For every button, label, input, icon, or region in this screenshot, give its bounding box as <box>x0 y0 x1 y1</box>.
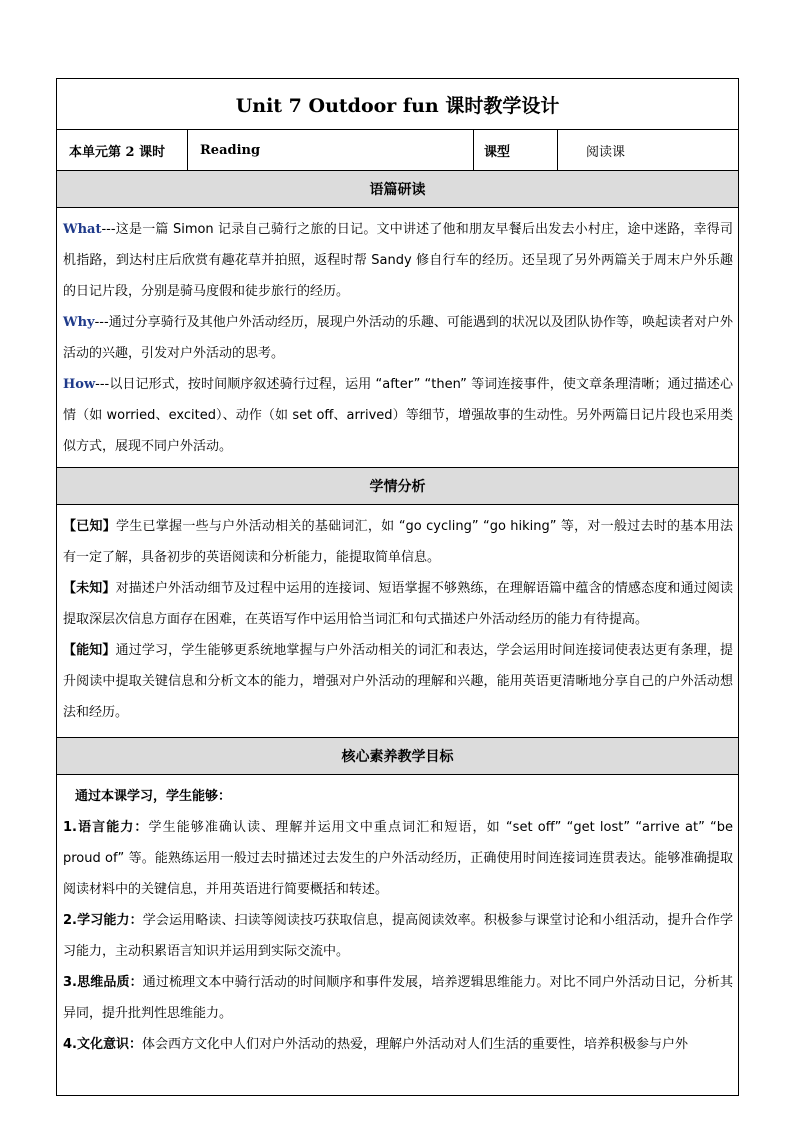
able-text: 通过学习，学生能够更系统地掌握与户外活动相关的词汇和表达，学会运用时间连接词使表达更有条理，提升阅读中提取关键信息和分析文本的能力，增强对户外活动的理解和兴趣，能用英语更清晰地分享自己的户外活动想法和经历。 <box>63 643 734 720</box>
able-paragraph <box>63 635 733 728</box>
why-paragraph <box>63 307 733 369</box>
how-text: ---以日记形式，按时间顺序叙述骑行过程，运用 “after” “then” 等词连接事件，使文章条理清晰；通过描述心情（如 worried、excited）、动作（如 set off、arrived）等细节，增强故事的生动性。另外两篇日记片段也采用类似方式，展现不同户外活动。 <box>63 377 734 454</box>
lesson-plan-table <box>56 78 739 1096</box>
unknown-paragraph <box>63 573 733 635</box>
goal-culture <box>63 1029 733 1060</box>
text-analysis-body <box>57 208 739 468</box>
why-label: Why <box>63 315 95 330</box>
known-text: 学生已掌握一些与户外活动相关的基础词汇，如 “go cycling” “go hiking” 等，对一般过去时的基本用法有一定了解，具备初步的英语阅读和分析能力，能提取简单信息。 <box>63 519 733 565</box>
goal-learning <box>63 905 733 967</box>
known-label: 【已知】 <box>63 519 117 534</box>
how-paragraph <box>63 369 733 462</box>
document-title: Unit 7 Outdoor fun 课时教学设计 <box>57 79 739 130</box>
goal-culture-label: 4.文化意识： <box>63 1037 142 1052</box>
what-paragraph <box>63 214 733 307</box>
lesson-topic: Reading <box>188 130 474 171</box>
unknown-label: 【未知】 <box>63 581 116 596</box>
goal-learning-text: 学会运用略读、扫读等阅读技巧获取信息，提高阅读效率。积极参与课堂讨论和小组活动，提升合作学习能力，主动积累语言知识并运用到实际交流中。 <box>63 913 734 959</box>
unknown-text: 对描述户外活动细节及过程中运用的连接词、短语掌握不够熟练，在理解语篇中蕴含的情感态度和通过阅读提取深层次信息方面存在困难，在英语写作中运用恰当词汇和句式描述户外活动经历的能力有待提高。 <box>63 581 733 627</box>
goal-language-label: 1.语言能力： <box>63 820 149 835</box>
section-heading-text-analysis: 语篇研读 <box>57 171 739 208</box>
what-label: What <box>63 222 102 237</box>
lesson-type-label: 课型 <box>474 130 558 171</box>
how-label: How <box>63 377 96 392</box>
why-text: ---通过分享骑行及其他户外活动经历，展现户外活动的乐趣、可能遇到的状况以及团队协作等，唤起读者对户外活动的兴趣，引发对户外活动的思考。 <box>63 315 734 361</box>
goal-language-text: 学生能够准确认读、理解并运用文中重点词汇和短语，如 “set off” “get lost” “arrive at” “be proud of” 等。能熟练运用一般过去时描述过去发生的户外活动经历，正确使用时间连接词连贯表达。能够准确提取阅读材料中的关键信息，并用英语进行简要概括和转述。 <box>63 820 734 897</box>
able-label: 【能知】 <box>63 643 116 658</box>
objectives-intro: 通过本课学习，学生能够： <box>75 789 232 804</box>
goal-thinking-text: 通过梳理文本中骑行活动的时间顺序和事件发展，培养逻辑思维能力。对比不同户外活动日记，分析其异同，提升批判性思维能力。 <box>63 975 734 1021</box>
lesson-type-value: 阅读课 <box>558 130 739 171</box>
goal-language <box>63 812 733 905</box>
lesson-number: 本单元第 2 课时 <box>57 130 188 171</box>
goal-culture-text: 体会西方文化中人们对户外活动的热爱，理解户外活动对人们生活的重要性，培养积极参与户外 <box>141 1037 688 1052</box>
core-objectives-body <box>57 775 739 1096</box>
known-paragraph <box>63 511 733 573</box>
section-heading-learner-analysis: 学情分析 <box>57 468 739 505</box>
section-heading-core-objectives: 核心素养教学目标 <box>57 738 739 775</box>
learner-analysis-body <box>57 505 739 738</box>
meta-row <box>57 130 739 171</box>
what-text: ---这是一篇 Simon 记录自己骑行之旅的日记。文中讲述了他和朋友早餐后出发去小村庄，途中迷路，幸得司机指路，到达村庄后欣赏有趣花草并拍照，返程时帮 Sandy 修自行车的经历。还呈现了另外两篇关于周末户外乐趣的日记片段，分别是骑马度假和徒步旅行的经历。 <box>63 222 734 299</box>
goal-thinking <box>63 967 733 1029</box>
goal-learning-label: 2.学习能力： <box>63 913 143 928</box>
goal-thinking-label: 3.思维品质： <box>63 975 143 990</box>
